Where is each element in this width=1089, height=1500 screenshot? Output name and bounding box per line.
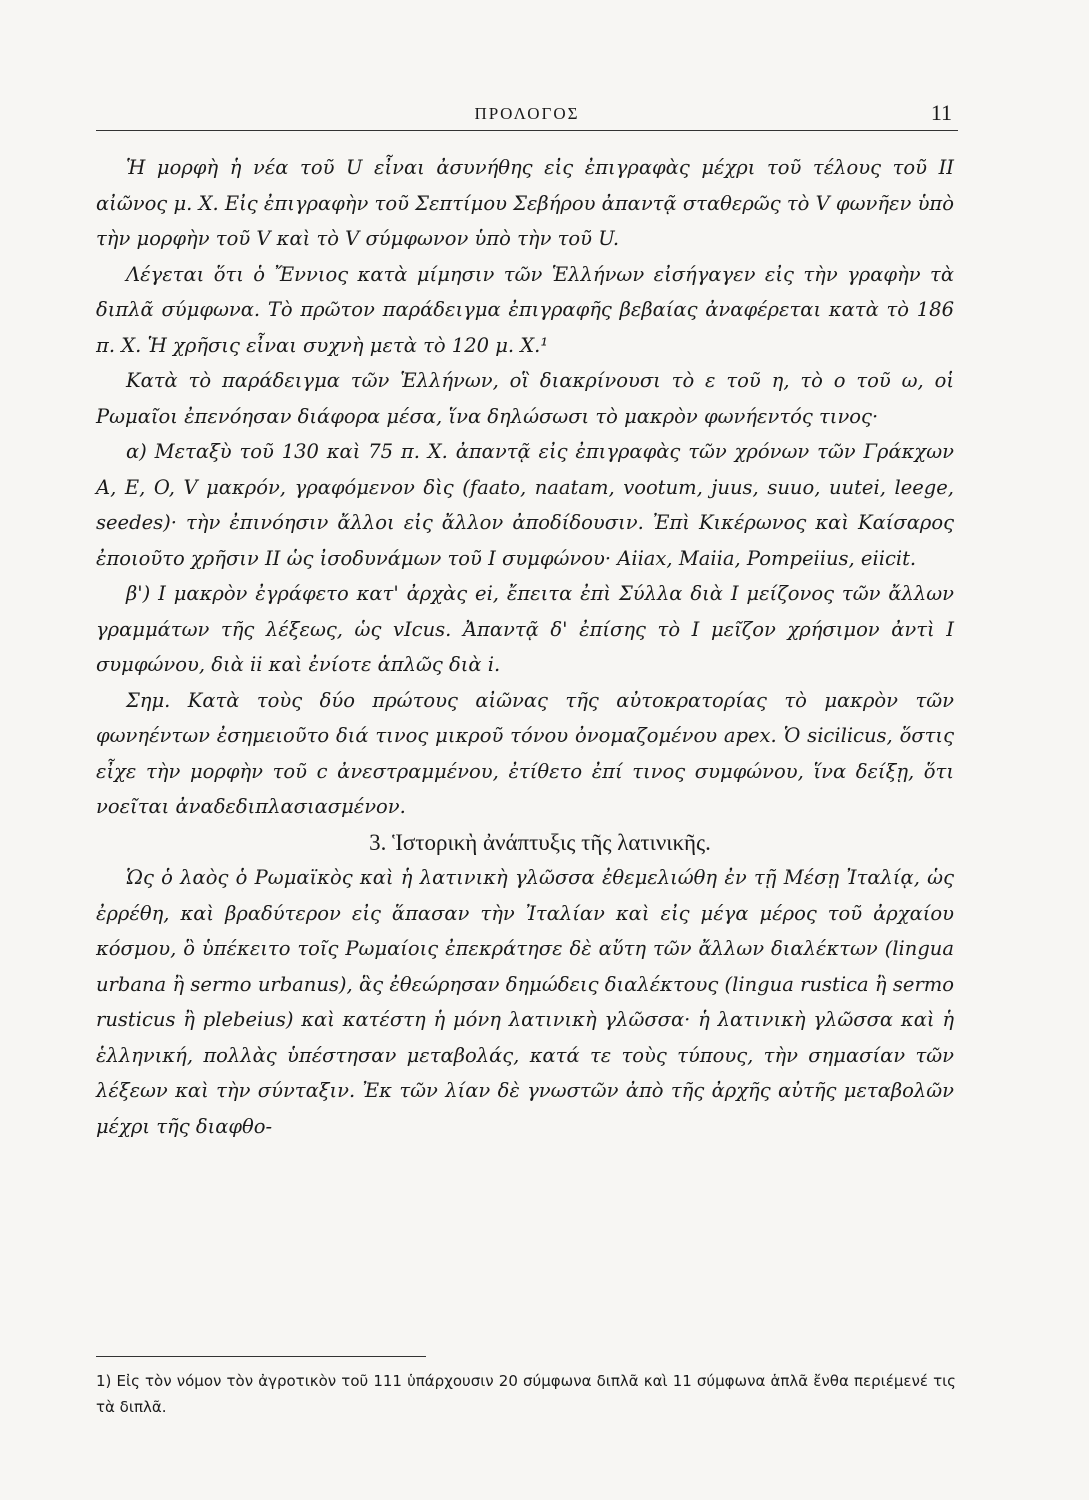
paragraph: β') I μακρὸν ἐγράφετο κατ' ἀρχὰς ei, ἔπειτα ἐπὶ Σύλλα διὰ I μείζονος τῶν ἄλλων γραμμάτων τῆς λέξεως, ὡς vIcus. Ἀπαντᾷ δ' ἐπίσης τὸ I μεῖζον χρήσιμον ἀντὶ I συμφώνου, διὰ ii καὶ ἐνίοτε ἁπλῶς διὰ i. <box>96 582 954 676</box>
body-text <box>96 150 954 1144</box>
paragraph: Σημ. Κατὰ τοὺς δύο πρώτους αἰῶνας τῆς αὐτοκρατορίας τὸ μακρὸν τῶν φωνηέντων ἐσημειοῦτο διά τινος μικροῦ τόνου ὀνομαζομένου apex. Ὁ sicilicus, ὅστις εἶχε τὴν μορφὴν τοῦ c ἀνεστραμμένου, ἐτίθετο ἐπί τινος συμφώνου, ἵνα δείξῃ, ὅτι νοεῖται ἀναδεδιπλασιασμένον. <box>96 688 954 818</box>
paragraph: Κατὰ τὸ παράδειγμα τῶν Ἑλλήνων, οἳ διακρίνουσι τὸ ε τοῦ η, τὸ ο τοῦ ω, οἱ Ρωμαῖοι ἐπενόησαν διάφορα μέσα, ἵνα δηλώσωσι τὸ μακρὸν φωνήεντός τινος· <box>96 369 954 428</box>
paragraph: Λέγεται ὅτι ὁ Ἔννιος κατὰ μίμησιν τῶν Ἑλλήνων εἰσήγαγεν εἰς τὴν γραφὴν τὰ διπλᾶ σύμφωνα. Τὸ πρῶτον παράδειγμα ἐπιγραφῆς βεβαίας ἀναφέρεται κατὰ τὸ 186 π. Χ. Ἡ χρῆσις εἶναι συχνὴ μετὰ τὸ 120 μ. Χ.¹ <box>96 262 954 357</box>
footnote-divider <box>96 1356 426 1357</box>
running-header <box>96 100 958 131</box>
page-number: 11 <box>930 100 952 125</box>
paragraph: Ἡ μορφὴ ἡ νέα τοῦ U εἶναι ἀσυνήθης εἰς ἐπιγραφὰς μέχρι τοῦ τέλους τοῦ II αἰῶνος μ. Χ. Εἰς ἐπιγραφὴν τοῦ Σεπτίμου Σεβήρου ἀπαντᾷ σταθερῶς τὸ V φωνῆεν ὑπὸ τὴν μορφὴν τοῦ V καὶ τὸ V σύμφωνον ὑπὸ τὴν τοῦ U. <box>96 156 954 250</box>
section-heading: 3. Ἱστορικὴ ἀνάπτυξις τῆς λατινικῆς. <box>369 829 711 855</box>
paragraph: α) Μεταξὺ τοῦ 130 καὶ 75 π. Χ. ἀπαντᾷ εἰς ἐπιγραφὰς τῶν χρόνων τῶν Γράκχων A, E, O, V μακρόν, γραφόμενον δὶς (faato, naatam, vootum, juus, suuo, uutei, leege, seedes)· τὴν ἐπινόησιν ἄλλοι εἰς ἄλλον ἀποδίδουσιν. Ἐπὶ Κικέρωνος καὶ Καίσαρος ἐποιοῦτο χρῆσιν II ὡς ἰσοδυνάμων τοῦ I συμφώνου· Aiiax, Maiia, Pompeiius, eiicit. <box>96 440 954 570</box>
footnote: 1) Εἰς τὸν νόμον τὸν ἀγροτικὸν τοῦ 111 ὑπάρχουσιν 20 σύμφωνα διπλᾶ καὶ 11 σύμφωνα ἁπλᾶ ἔνθα περιέμενέ τις τὰ διπλᾶ. <box>96 1372 956 1416</box>
paragraph: Ὡς ὁ λαὸς ὁ Ρωμαϊκὸς καὶ ἡ λατινικὴ γλῶσσα ἐθεμελιώθη ἐν τῇ Μέσῃ Ἰταλίᾳ, ὡς ἐρρέθη, καὶ βραδύτερον εἰς ἅπασαν τὴν Ἰταλίαν καὶ εἰς μέγα μέρος τοῦ ἀρχαίου κόσμου, ὃ ὑπέκειτο τοῖς Ρωμαίοις ἐπεκράτησε δὲ αὕτη τῶν ἄλλων διαλέκτων (lingua urbana ἢ sermo urbanus), ἃς ἐθεώρησαν δημώδεις διαλέκτους (lingua rustica ἢ sermo rusticus ἢ plebeius) καὶ κατέστη ἡ μόνη λατινικὴ γλῶσσα· ἡ λατινικὴ γλῶσσα καὶ ἡ ἑλληνική, πολλὰς ὑπέστησαν μεταβολάς, κατά τε τοὺς τύπους, τὴν σημασίαν τῶν λέξεων καὶ τὴν σύνταξιν. Ἐκ τῶν λίαν δὲ γνωστῶν ἀπὸ τῆς ἀρχῆς αὐτῆς μεταβολῶν μέχρι τῆς διαφθο- <box>96 866 954 1138</box>
header-title: ΠΡΟΛΟΓΟΣ <box>474 104 580 123</box>
